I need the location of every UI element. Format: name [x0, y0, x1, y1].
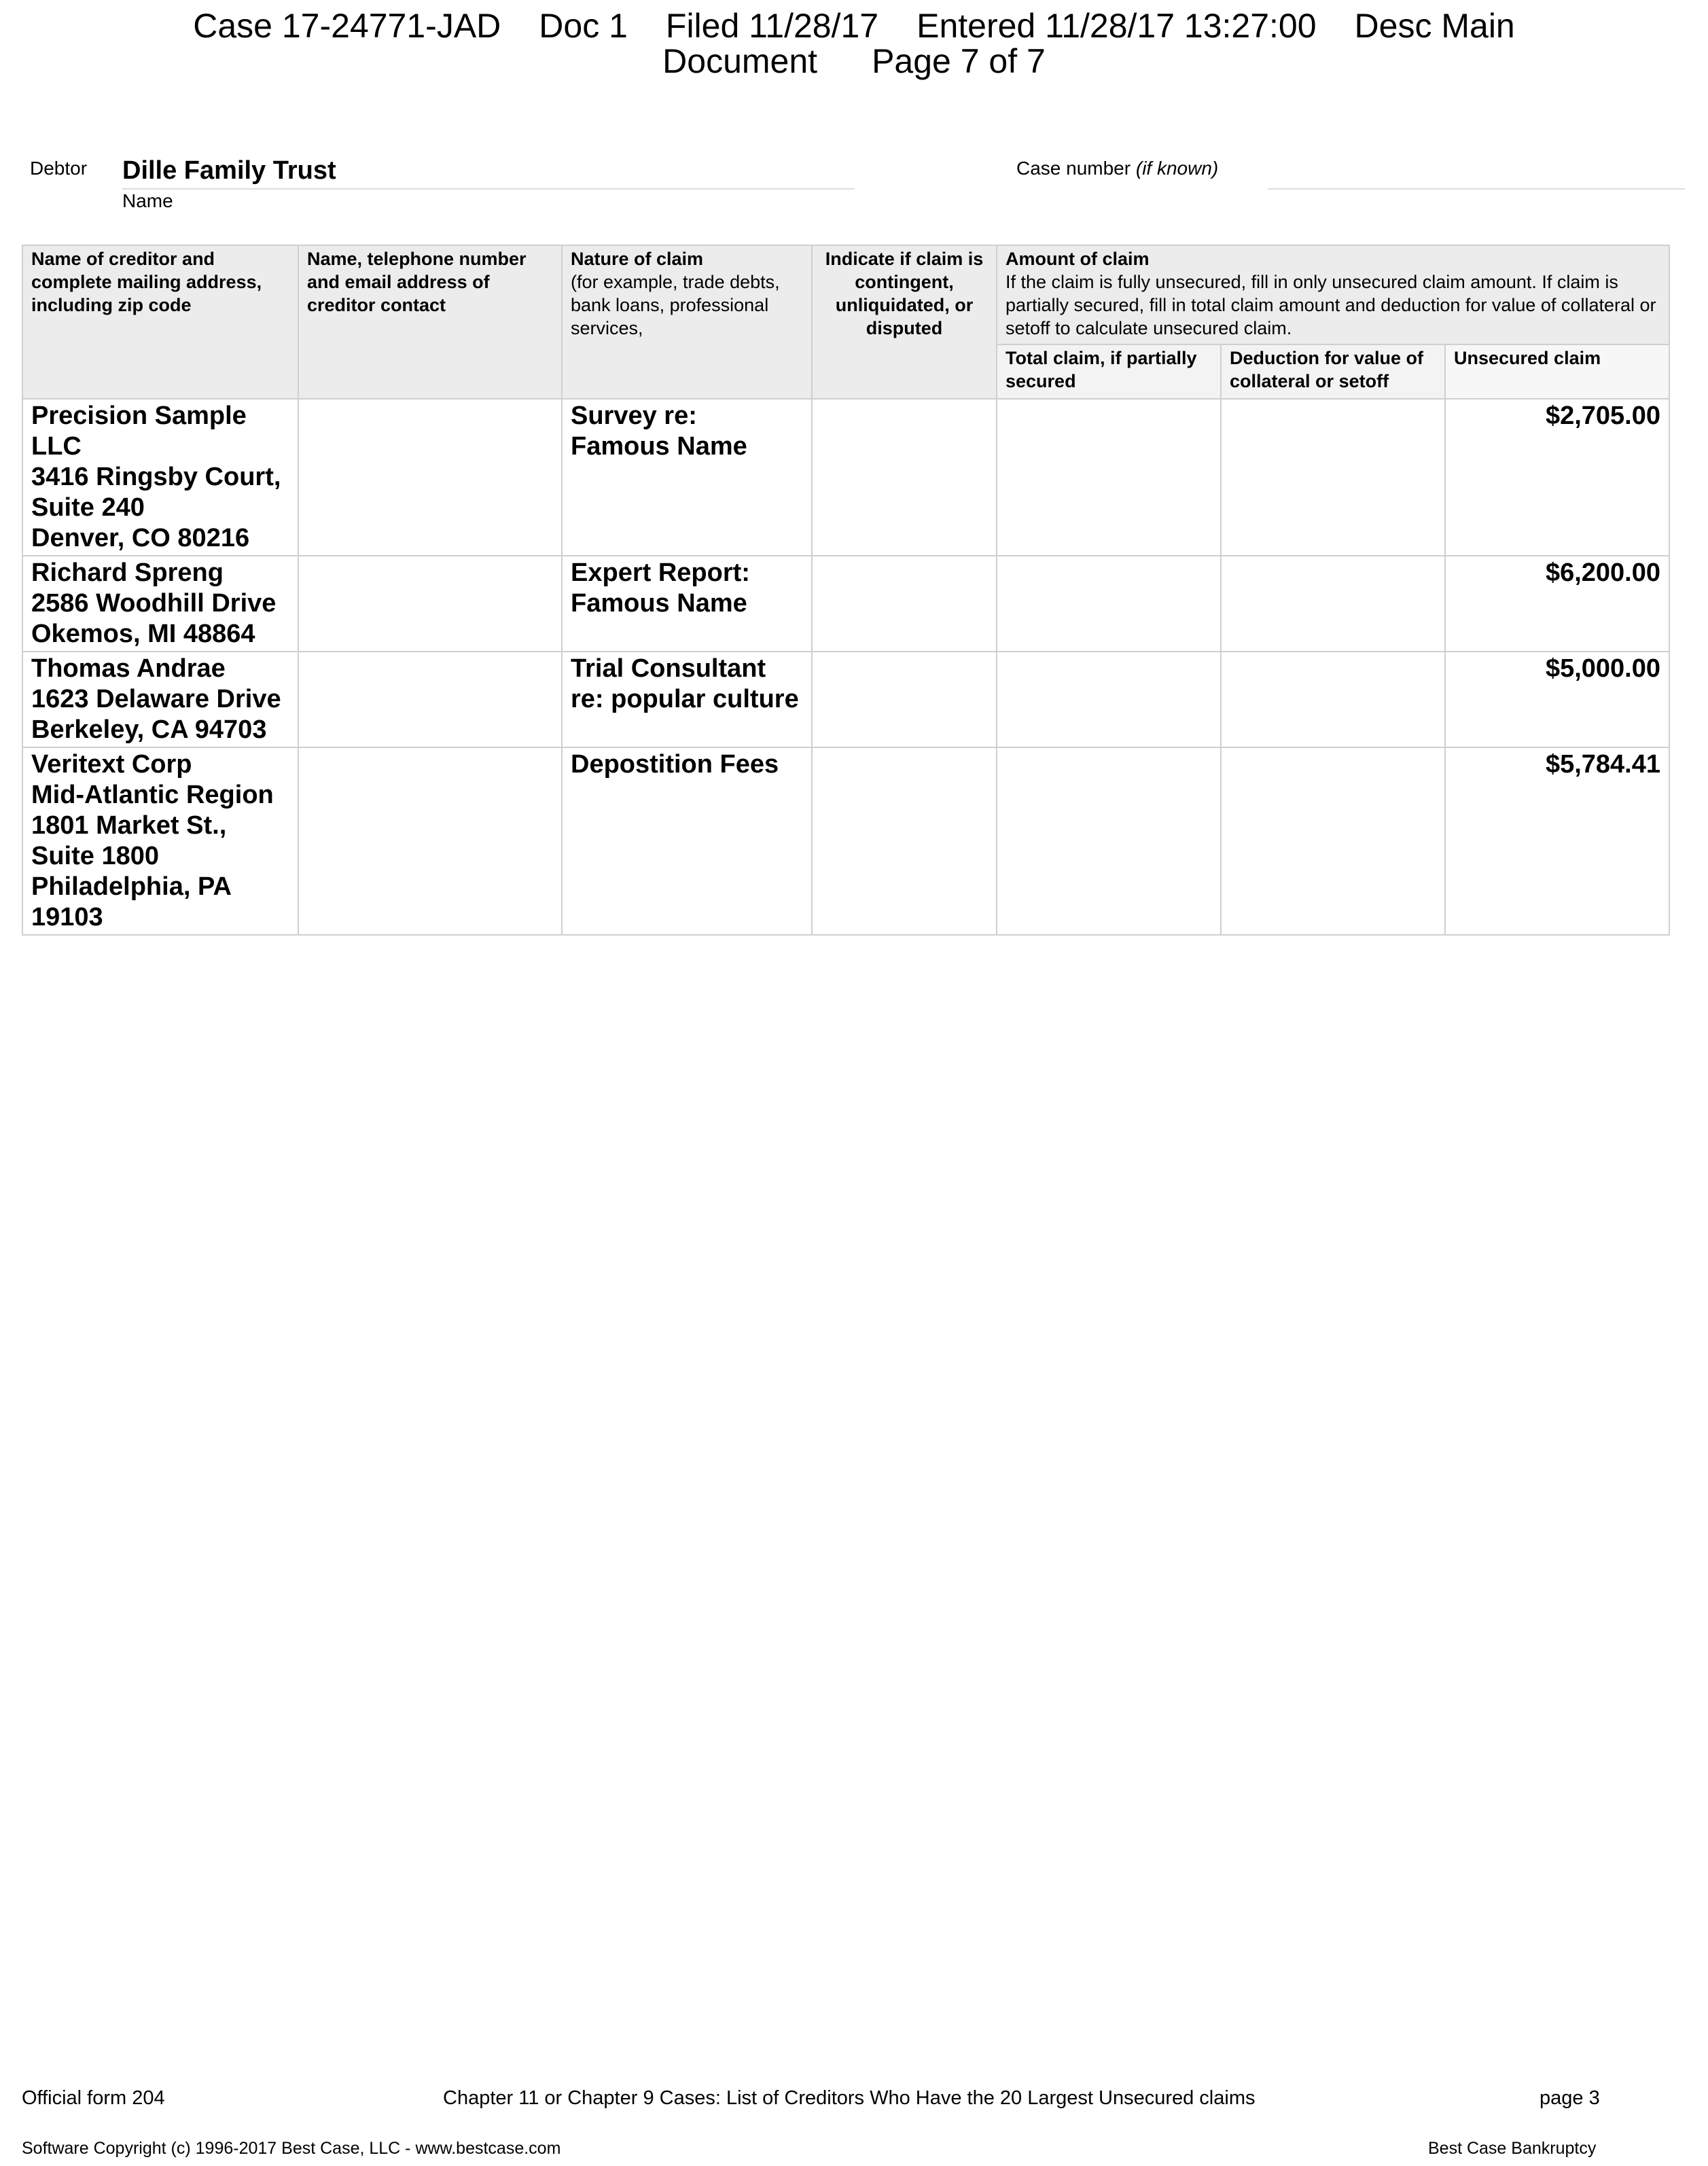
- stamp-line-2: [0, 43, 1708, 79]
- table-row: [22, 556, 1669, 652]
- creditor-cell: Thomas Andrae 1623 Delaware Drive Berkeley, CA 94703: [22, 652, 298, 747]
- creditors-table: [22, 245, 1670, 936]
- header-amount-desc: If the claim is fully unsecured, fill in only unsecured claim amount. If claim is partially secured, fill in total claim amount and deduction for value of collateral or setoff to calculate unsecured claim.: [1006, 272, 1656, 338]
- contact-cell: [298, 556, 562, 652]
- debtor-name-caption: Name: [122, 190, 173, 211]
- header-indicate: Indicate if claim is contingent, unliquidated, or disputed: [812, 245, 997, 399]
- case-number-text: Case number: [1016, 158, 1131, 179]
- header-nature: [562, 245, 812, 399]
- court-filing-stamp: [0, 8, 1708, 79]
- case-number-label: [1016, 158, 1218, 179]
- header-total-claim: Total claim, if partially secured: [997, 344, 1221, 399]
- indicate-cell: [812, 747, 997, 935]
- creditor-cell: Precision Sample LLC 3416 Ringsby Court, Suite 240 Denver, CO 80216: [22, 399, 298, 556]
- deduction-cell: [1221, 556, 1445, 652]
- footer-brand: Best Case Bankruptcy: [1428, 2139, 1597, 2158]
- contact-cell: [298, 399, 562, 556]
- stamp-desc: Desc Main: [1354, 7, 1515, 45]
- unsecured-cell: $5,000.00: [1445, 652, 1669, 747]
- debtor-name-underline: [122, 188, 855, 190]
- footer-copyright: Software Copyright (c) 1996-2017 Best Case, LLC - www.bestcase.com: [22, 2139, 561, 2158]
- unsecured-cell: $5,784.41: [1445, 747, 1669, 935]
- table-row: [22, 399, 1669, 556]
- header-amount-title: Amount of claim: [1006, 249, 1150, 269]
- deduction-cell: [1221, 652, 1445, 747]
- creditor-cell: Richard Spreng 2586 Woodhill Drive Okemos, MI 48864: [22, 556, 298, 652]
- nature-cell: Expert Report: Famous Name: [562, 556, 812, 652]
- deduction-cell: [1221, 399, 1445, 556]
- header-creditor: Name of creditor and complete mailing address, including zip code: [22, 245, 298, 399]
- stamp-page: Page 7 of 7: [872, 42, 1046, 80]
- header-deduction: Deduction for value of collateral or setoff: [1221, 344, 1445, 399]
- stamp-filed: Filed 11/28/17: [665, 7, 879, 45]
- debtor-label: Debtor: [30, 158, 88, 179]
- total-claim-cell: [997, 747, 1221, 935]
- nature-cell: Depostition Fees: [562, 747, 812, 935]
- stamp-doc: Doc 1: [539, 7, 628, 45]
- table-row: [22, 747, 1669, 935]
- indicate-cell: [812, 399, 997, 556]
- stamp-entered: Entered 11/28/17 13:27:00: [917, 7, 1317, 45]
- header-contact: Name, telephone number and email address of creditor contact: [298, 245, 562, 399]
- unsecured-cell: $6,200.00: [1445, 556, 1669, 652]
- total-claim-cell: [997, 652, 1221, 747]
- stamp-case: Case 17-24771-JAD: [193, 7, 501, 45]
- deduction-cell: [1221, 747, 1445, 935]
- header-unsecured: Unsecured claim: [1445, 344, 1669, 399]
- nature-cell: Survey re: Famous Name: [562, 399, 812, 556]
- footer-page-number: page 3: [1540, 2087, 1600, 2109]
- indicate-cell: [812, 652, 997, 747]
- case-number-qualifier: (if known): [1135, 158, 1219, 179]
- contact-cell: [298, 652, 562, 747]
- stamp-document: Document: [662, 42, 818, 80]
- contact-cell: [298, 747, 562, 935]
- footer-form-number: Official form 204: [22, 2087, 165, 2109]
- total-claim-cell: [997, 556, 1221, 652]
- total-claim-cell: [997, 399, 1221, 556]
- stamp-line-1: [0, 8, 1708, 43]
- footer-form-title: Chapter 11 or Chapter 9 Cases: List of Creditors Who Have the 20 Largest Unsecured claims: [443, 2087, 1256, 2109]
- table-row: [22, 652, 1669, 747]
- header-nature-desc: (for example, trade debts, bank loans, professional services,: [571, 272, 780, 338]
- header-amount: [997, 245, 1669, 344]
- header-nature-title: Nature of claim: [571, 249, 704, 269]
- debtor-name: Dille Family Trust: [122, 156, 336, 185]
- creditor-cell: Veritext Corp Mid-Atlantic Region 1801 Market St., Suite 1800 Philadelphia, PA 19103: [22, 747, 298, 935]
- unsecured-cell: $2,705.00: [1445, 399, 1669, 556]
- case-number-underline: [1268, 188, 1685, 190]
- nature-cell: Trial Consultant re: popular culture: [562, 652, 812, 747]
- indicate-cell: [812, 556, 997, 652]
